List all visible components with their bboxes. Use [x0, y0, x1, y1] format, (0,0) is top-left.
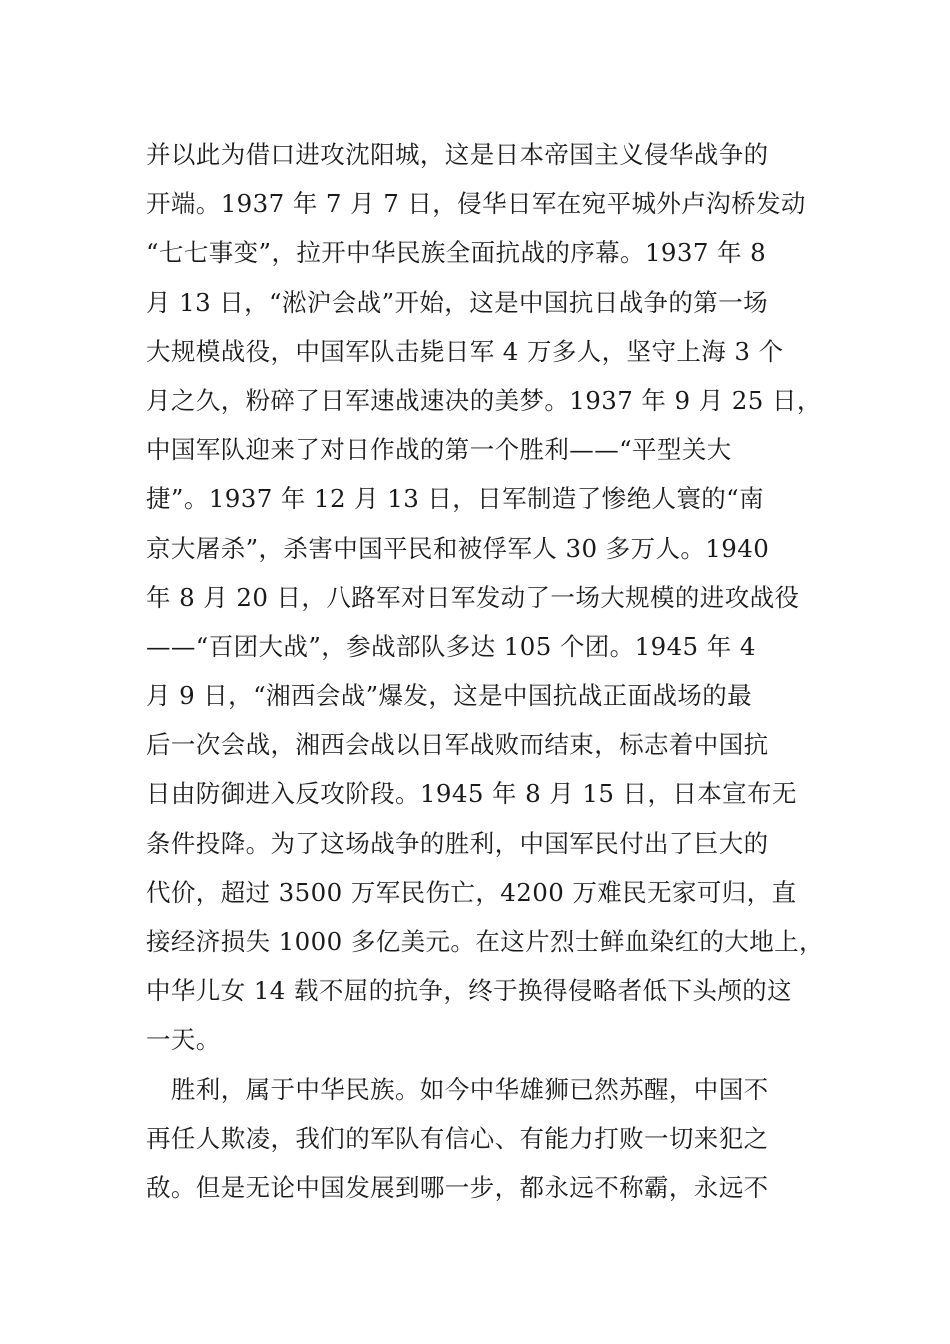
text-line: 月 9 日，“湘西会战”爆发，这是中国抗战正面战场的最 [146, 681, 753, 711]
text-line: 京大屠杀”，杀害中国平民和被俘军人 30 多万人。1940 [146, 533, 770, 563]
text-line: 开端。1937 年 7 月 7 日，侵华日军在宛平城外卢沟桥发动 [146, 189, 806, 219]
text-line: 敌。但是无论中国发展到哪一步，都永远不称霸，永远不 [146, 1172, 769, 1202]
text-line: 中国军队迎来了对日作战的第一个胜利——“平型关大 [146, 435, 732, 465]
text-line: 再任人欺凌，我们的军队有信心、有能力打败一切来犯之 [146, 1123, 769, 1153]
text-line: 代价，超过 3500 万军民伤亡，4200 万难民无家可归，直 [146, 877, 797, 907]
text-line: ——“百团大战”，参战部队多达 105 个团。1945 年 4 [146, 631, 756, 661]
text-line: 月之久，粉碎了日军速战速决的美梦。1937 年 9 月 25 日， [146, 385, 822, 415]
text-line: 并以此为借口进攻沈阳城，这是日本帝国主义侵华战争的 [146, 140, 769, 169]
text-line: 日由防御进入反攻阶段。1945 年 8 月 15 日，日本宣布无 [146, 779, 797, 809]
text-line: 胜利，属于中华民族。如今中华雄狮已然苏醒，中国不 [146, 1074, 769, 1104]
text-line: 后一次会战，湘西会战以日军战败而结束，标志着中国抗 [146, 730, 769, 760]
body-text [146, 130, 824, 1212]
text-line: 月 13 日，“淞沪会战”开始，这是中国抗日战争的第一场 [146, 287, 768, 317]
text-line: “七七事变”，拉开中华民族全面抗战的序幕。1937 年 8 [146, 238, 767, 268]
text-line: 一天。 [146, 1025, 221, 1055]
text-line: 大规模战役，中国军队击毙日军 4 万多人，坚守上海 3 个 [146, 336, 784, 366]
text-line: 接经济损失 1000 多亿美元。在这片烈士鲜血染红的大地上， [146, 927, 824, 956]
text-line: 年 8 月 20 日，八路军对日军发动了一场大规模的进攻战役 [146, 582, 800, 612]
text-line: 中华儿女 14 载不屈的抗争，终于换得侵略者低下头颅的这 [146, 976, 792, 1006]
text-line: 条件投降。为了这场战争的胜利，中国军民付出了巨大的 [146, 828, 769, 858]
text-line: 捷”。1937 年 12 月 13 日，日军制造了惨绝人寰的“南 [146, 484, 764, 514]
